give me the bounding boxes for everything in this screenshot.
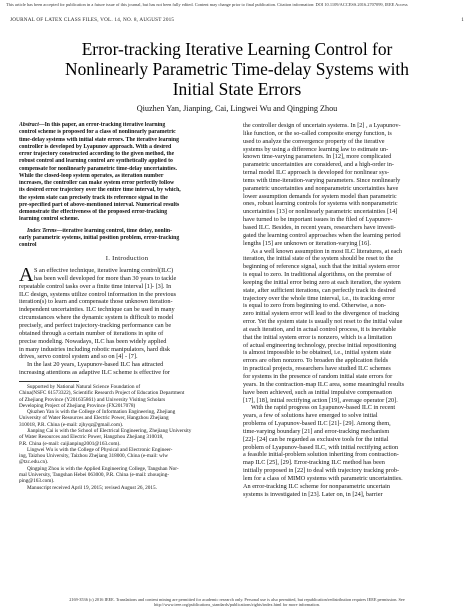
- body-line: like function, or the so-called composite energy function, is: [243, 129, 392, 137]
- intro-line: in many industries including robotic manipulators, hard disk: [19, 345, 171, 353]
- abstract-line: [19, 144, 235, 151]
- footnote-line: Qingping Zhou is with the Applied Engineering College, Tangshan Nor-: [27, 465, 179, 472]
- abstract-text: error trajectory constructed according to the given method, the: [19, 151, 175, 157]
- body-line: An error-tracking ILC scheme for nonparametric uncertain: [243, 482, 391, 490]
- drop-cap-letter: A: [19, 264, 34, 287]
- body-line: the controller design of uncertain systems. In [2] , a Lyapunov-: [243, 122, 401, 129]
- abstract-text: —In this paper, an error-tracking iterative learning: [38, 122, 166, 128]
- body-line: state, after sufficient iterations, can perfectly track its desired: [243, 286, 396, 294]
- body-line: used to analyze the convergence property of the iterative: [243, 137, 385, 145]
- footnote-line: 310018, P.R. China (e-mail: zjhyqz@gmail.com).: [19, 421, 124, 428]
- body-line: that the initial system error is nonzero, which is a limitation: [243, 333, 393, 341]
- intro-line: independent uncertainties. ILC technique can be used in many: [19, 306, 175, 314]
- body-line: errors are often nonzero. To broaden the application fields: [243, 357, 389, 365]
- body-line: is equal to zero from beginning to end. Otherwise, a non-: [243, 302, 387, 310]
- intro-line: In the last 20 years, Lyapunov-based ILC has attracted: [27, 361, 164, 369]
- intro-line: S an effective technique, iterative learning control(ILC): [34, 267, 174, 275]
- abstract-line: [19, 151, 235, 158]
- footnote-line: China(NSFC 61573322), Scientific Research Project of Education Department: [19, 390, 185, 397]
- abstract-text: its desired error trajectory over the entire time interval, by which,: [19, 187, 181, 194]
- journal-running-head: JOURNAL OF LATEX CLASS FILES, VOL. 14, NO. 8, AUGUST 2015: [10, 17, 175, 23]
- abstract-text: robust control and learning control are synthetically applied to: [19, 158, 173, 165]
- right-column: [243, 122, 459, 499]
- footnote-line: Lingwei Wu is with the College of Physical and Electronic Engineer-: [27, 446, 173, 453]
- paper-title: [0, 39, 474, 99]
- abstract-line: [19, 173, 235, 180]
- footnote-line: Supported by National Natural Science Foundation of: [27, 383, 141, 390]
- intro-paragraph-1: [19, 283, 235, 361]
- abstract-text: compensate for nonlinearly parametric time-delay uncertainties.: [19, 165, 177, 172]
- title-line: Initial State Errors: [172, 79, 302, 99]
- body-line: parametric uncertainties are considered, and a high-order in-: [243, 161, 394, 169]
- body-line: lem for a class of MIMO systems with parametric uncertainties.: [243, 474, 403, 482]
- abstract-text: time-delay systems with initial state errors. The iterative learning: [19, 136, 179, 143]
- body-line: uncertainties [13] or nonlinearly parametric uncertainties [14]: [243, 208, 398, 216]
- body-line: have been achieved, such as initial impulsive compensation: [243, 388, 392, 396]
- index-terms-line: [19, 242, 235, 249]
- body-line: in practical projects, researchers have studied ILC schemes: [243, 365, 391, 373]
- intro-line: precise modeling. Nowadays, ILC has been widely applied: [19, 337, 167, 345]
- body-line: problems of Lyapunov-based ILC [21]- [29]. Among them,: [243, 420, 391, 428]
- body-line: based ILC. Besides, in recent years, researchers have investi-: [243, 223, 396, 231]
- abstract-label: Abstract: [19, 122, 39, 128]
- body-line: [22]- [24] can be regarded as exclusive tools for the initial: [243, 435, 389, 443]
- footnote-line: P.R. China (e-mail: caijianping2001@163.com).: [19, 440, 121, 447]
- index-terms-text: control: [19, 242, 37, 248]
- body-line: lengths [15] are unknown or iteration-varying [16].: [243, 239, 371, 247]
- abstract-line: [19, 216, 235, 223]
- footnote-line: University of Water Resources and Electric Power, Hangzhou Zhejiang: [19, 415, 169, 422]
- body-line: systems by using a difference learning law to estimate un-: [243, 145, 389, 153]
- body-line: [17], [18], initial rectifying action [19], average operator [20].: [243, 396, 398, 404]
- body-line: beginning of reference signal, such that the initial system error: [243, 263, 400, 271]
- abstract-line: [19, 202, 235, 209]
- body-line: keeping the initial error being zero at each iteration, the system: [243, 278, 401, 286]
- publication-notice: This article has been accepted for publication in a future issue of this journal, but has not been fully edited. Content may change prior to final publication. Citation information: DOI 10.1109/ACCESS.2016.2707099, IEEE Access: [6, 2, 408, 7]
- abstract-text: control scheme is proposed for a class of nonlinearly parametric: [19, 129, 176, 136]
- left-column: [19, 122, 235, 491]
- title-line: Error-tracking Iterative Learning Control for: [81, 39, 393, 59]
- author-list: Qiuzhen Yan, Jianping, Cai, Lingwei Wu and Qingping Zhou: [136, 104, 338, 113]
- footer-line: http://www.ieee.org/publications_standards/publications/rights/index.html for more information.: [154, 602, 320, 608]
- body-line: iteration, the initial state of the system should be reset to the: [243, 255, 394, 263]
- intro-line: obtained through a certain number of iterations in spite of: [19, 329, 164, 337]
- intro-line: repeatable control tasks over a finite time interval [1]- [3]. In: [19, 282, 172, 290]
- abstract-text: increases, the controller can make system error perfectly follow: [19, 180, 175, 186]
- intro-line: iteration(s) to learn and compensate those unknown iteration-: [19, 298, 173, 306]
- body-line: zero initial system error will lead to the divergence of tracking: [243, 310, 400, 318]
- body-line: of actual engineering technology, precise initial repositioning: [243, 341, 397, 349]
- intro-line: has been well developed for more than 30 years to tackle: [34, 274, 177, 282]
- index-terms-text: early parametric systems, initial position problem, error-tracking: [19, 234, 180, 241]
- footnote-line: Developing Project of Zhejiang Province (FX2017078): [19, 402, 136, 409]
- abstract-line: [19, 129, 235, 136]
- body-line: error. Yet the system state is usually not reset to the initial value: [243, 318, 403, 326]
- copyright-footer: [6, 597, 468, 608]
- body-line: for systems in the presence of random initial state errors for: [243, 373, 393, 380]
- body-line: tems with time-iteration-varying parameters. Since nonlinearly: [243, 176, 401, 184]
- running-header: [10, 17, 464, 23]
- body-line: lower assumption demands for system model than parametric: [243, 192, 397, 200]
- footnote-line: Qiuzhen Yan is with the College of Information Engineering, Zhejiang: [27, 409, 176, 416]
- body-line: map ILC [25], [29]. Error-tracking ILC method has been: [243, 459, 385, 467]
- abstract-text: controller is developed by Lyapunov approach. With a desired: [19, 143, 172, 150]
- body-line: years. In the contraction-map ILC area, some meaningful results: [243, 380, 405, 388]
- abstract-line: [19, 195, 235, 202]
- abstract-line: [19, 187, 235, 194]
- body-line: ones, robust learning controls for systems with nonparametric: [243, 200, 398, 208]
- index-terms-text: —iterative learning control, time delay, nonlin-: [56, 227, 173, 234]
- footnote-line: of Zhejiang Province (Y201635861) and University Visiting Scholars: [19, 396, 166, 403]
- body-line: ternal model ILC approach is developed for nonlinear sys-: [243, 169, 390, 177]
- abstract-line: [19, 180, 235, 187]
- title-line: Nonlinearly Parametric Time-delay Systems with: [65, 59, 409, 79]
- footnote-line: @tzc.edu.cn).: [19, 459, 49, 466]
- body-line: As a well known assumption in most ILC literatures, at each: [251, 247, 403, 255]
- index-terms-line: [19, 228, 235, 235]
- abstract-text: demonstrate the effectiveness of the proposed error-tracking: [19, 209, 168, 215]
- intro-line: precisely, and perfect trajectory-tracking performance can be: [19, 322, 172, 329]
- abstract-line: [19, 122, 235, 129]
- footnote-rule: [19, 381, 79, 382]
- body-line: gated the learning control approaches when the learning period: [243, 231, 401, 239]
- abstract-text: the system state can precisely track its reference signal in the: [19, 194, 168, 201]
- body-line: trajectory over the whole time interval, i.e., its tracking error: [243, 294, 395, 302]
- body-line: years, a few of solutions have emerged to solve initial: [243, 412, 378, 420]
- body-line: is almost impossible to be obtained, i.e., initial system state: [243, 349, 392, 357]
- abstract-line: [19, 137, 235, 144]
- intro-line: circumstances where the dynamic system is difficult to model: [19, 314, 174, 322]
- footnote-line: mal University, Tangshan Hebei 063000, P.R. China (e-mail: zhouqing-: [19, 472, 169, 479]
- abstract-text: learning control scheme.: [19, 216, 80, 223]
- body-line: parametric uncertainties and nonparametric uncertainties have: [243, 184, 399, 192]
- body-line: known time-varying parameters. In [12], more complicated: [243, 153, 392, 161]
- footnote-line: ping@163.com).: [19, 478, 55, 485]
- footnotes: [19, 384, 235, 491]
- index-terms-line: [19, 235, 235, 242]
- footnote-line: ing, Taizhou University, Taizhou Zhejiang 318000, China (e-mail: wlw: [19, 453, 169, 460]
- body-line: have turned to be important issues in the filed of Lyapunov-: [243, 216, 393, 224]
- abstract-text: pre-specified part of above-mentioned interval. Numerical results: [19, 201, 180, 208]
- page-number: 1: [461, 17, 464, 23]
- section-heading-introduction: I. Introduction: [105, 255, 149, 263]
- footnote-line: Manuscript received April 19, 2015; revised August 26, 2015.: [27, 484, 157, 491]
- abstract-line: [19, 158, 235, 165]
- body-line: systems is investigated in [23]. Later on, in [24], barrier: [243, 490, 383, 498]
- abstract-line: [19, 209, 235, 216]
- body-line: With the rapid progress on Lyapunov-based ILC in recent: [251, 404, 396, 412]
- footer-line: 2169-3536 (c) 2016 IEEE. Translations and content mining are permitted for academic research only. Personal use is also permitted, but republication/redistribution requires IEEE permission. See: [69, 597, 405, 602]
- abstract-text: While the closed-loop system operates, as iteration number: [19, 172, 164, 179]
- intro-line: drives, servo control system and so on [4] - [7].: [19, 353, 138, 361]
- body-line: a feasible initial-problem solution inheriting from contraction-: [243, 451, 399, 459]
- body-line: initially proposed in [22] to deal with trajectory tracking prob-: [243, 467, 400, 475]
- body-line: time-varying boundary [21] and error-tracking mechanism: [243, 427, 390, 435]
- body-line: is equal to zero. In traditional algorithms, on the premise of: [243, 271, 392, 279]
- footnote-line: Jianping Cai is with the School of Electrical Engineering, Zhejiang University: [27, 427, 192, 434]
- footnote-line: of Water Resources and Electric Power, Hangzhou Zhejiang 310018,: [19, 434, 164, 441]
- intro-line: ILC design, systems utilize control information in the previous: [19, 290, 177, 298]
- index-terms-label: Index Terms: [27, 227, 57, 234]
- body-line: at each iteration, and in actual control process, it is inevitable: [243, 325, 397, 333]
- abstract-line: [19, 166, 235, 173]
- index-terms: [19, 228, 235, 250]
- intro-line: increasing attentions as adaptive ILC scheme is effective for: [19, 369, 170, 377]
- intro-paragraph-2: [19, 361, 235, 377]
- abstract: [19, 122, 235, 224]
- body-line: problem of Lyapunov-based ILC, with initial rectifying action: [243, 443, 399, 451]
